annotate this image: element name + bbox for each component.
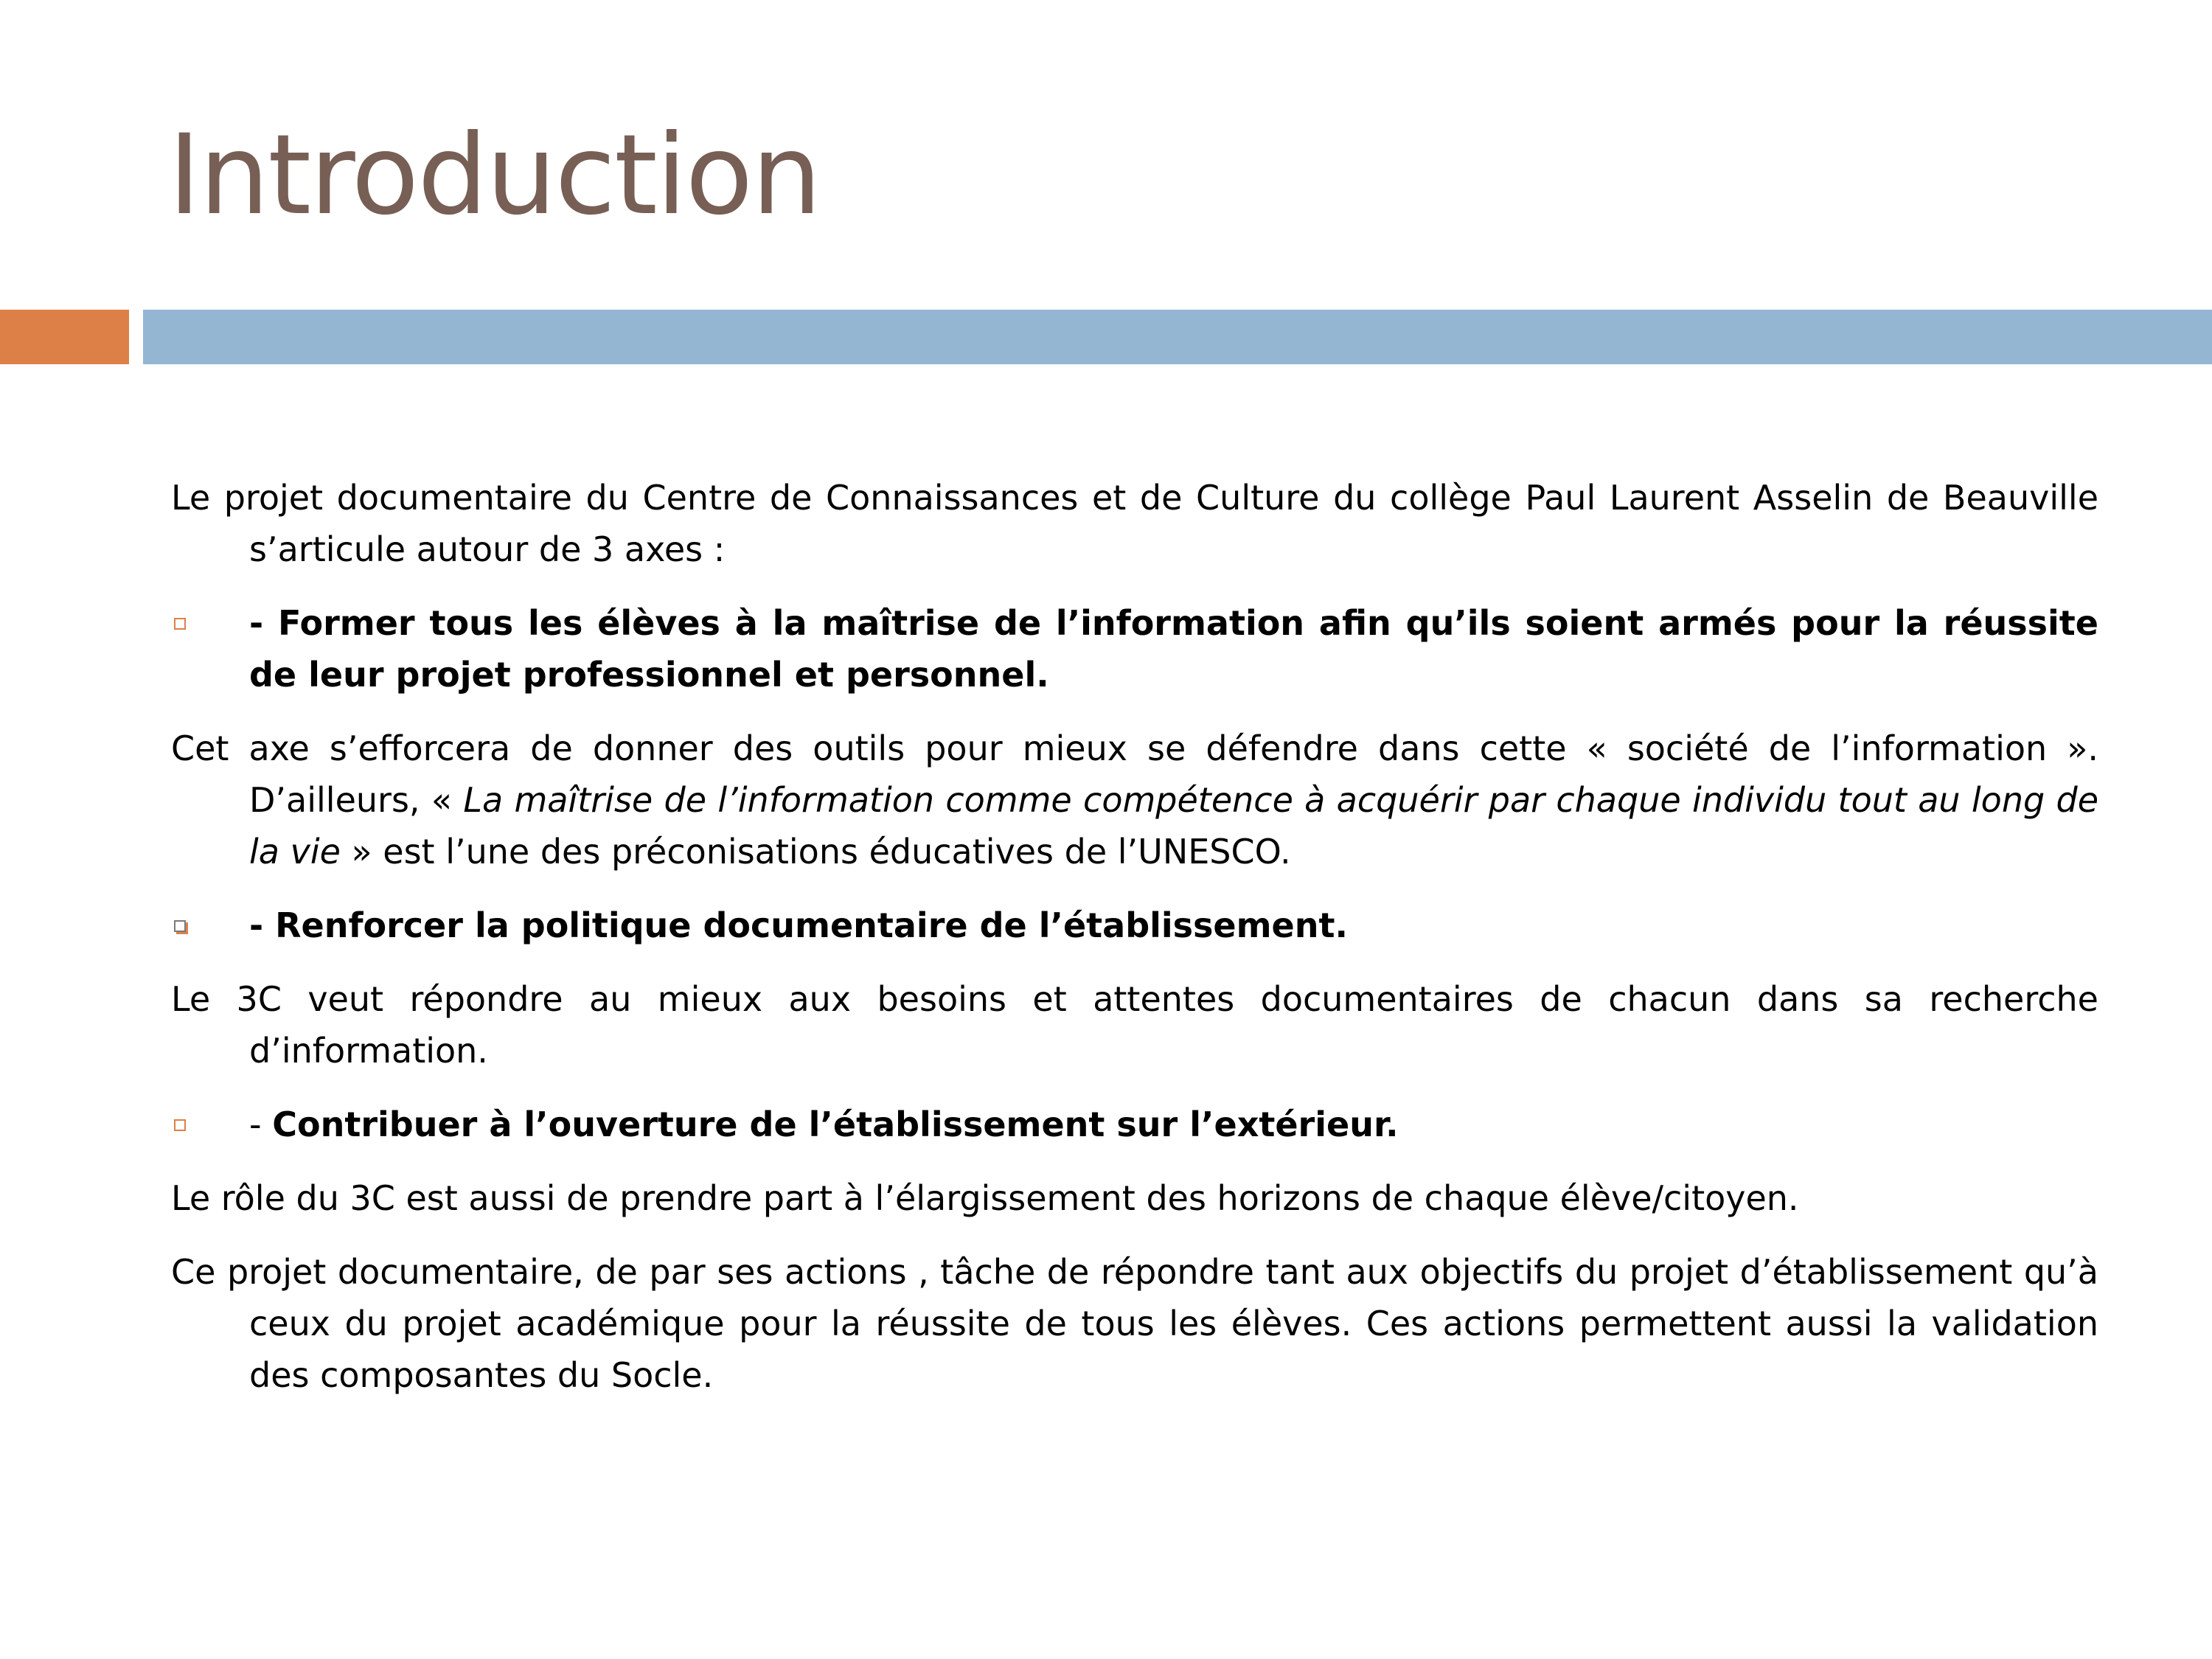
closing-paragraph: Ce projet documentaire, de par ses actions , tâche de répondre tant aux objectifs du projet d’établissement qu’à ceux du projet académique pour la réussite de tous les élèves. Ces actions permettent aussi la validation des composantes du Socle. <box>171 1252 2098 1395</box>
unesco-quote: La maîtrise de l’information comme compétence à acquérir par chaque individu tout au long de la vie <box>249 780 2098 872</box>
axis-1-paragraph-end: » est l’une des préconisations éducatives de l’UNESCO. <box>340 832 1291 872</box>
axis-2-bullet <box>171 900 2098 951</box>
axis-1-text: - Former tous les élèves à la maîtrise de l’information afin qu’ils soient armés pour la réussite de leur projet professionnel et personnel. <box>249 603 2098 695</box>
square-bullet-icon <box>174 1119 186 1131</box>
axis-3-bullet <box>171 1099 2098 1150</box>
accent-bar <box>0 310 129 364</box>
square-bullet-icon <box>174 618 186 630</box>
axis-3-text: Contribuer à l’ouverture de l’établissement sur l’extérieur. <box>272 1105 1399 1144</box>
slide-title: Introduction <box>168 111 821 240</box>
intro-paragraph: Le projet documentaire du Centre de Connaissances et de Culture du collège Paul Laurent Asselin de Beauville s’articule autour de 3 axes : <box>171 478 2098 569</box>
axis-2-paragraph: Le 3C veut répondre au mieux aux besoins et attentes documentaires de chacun dans sa recherche d’information. <box>171 979 2098 1071</box>
shadowed-square-bullet-icon <box>174 920 186 932</box>
title-bar <box>143 310 2212 364</box>
axis-1-bullet <box>171 597 2098 700</box>
axis-3-paragraph: Le rôle du 3C est aussi de prendre part à l’élargissement des horizons de chaque élève/citoyen. <box>171 1178 1799 1218</box>
slide-body <box>171 472 2098 1423</box>
axis-3-dash: - <box>249 1105 273 1144</box>
axis-1-paragraph <box>171 723 2098 877</box>
axis-2-text: - Renforcer la politique documentaire de l’établissement. <box>249 905 1348 945</box>
axis-1-paragraph-start: Cet axe s’efforcera de donner des outils pour mieux se défendre dans cette « société de l’information ». D’ailleurs, « <box>171 728 2098 820</box>
